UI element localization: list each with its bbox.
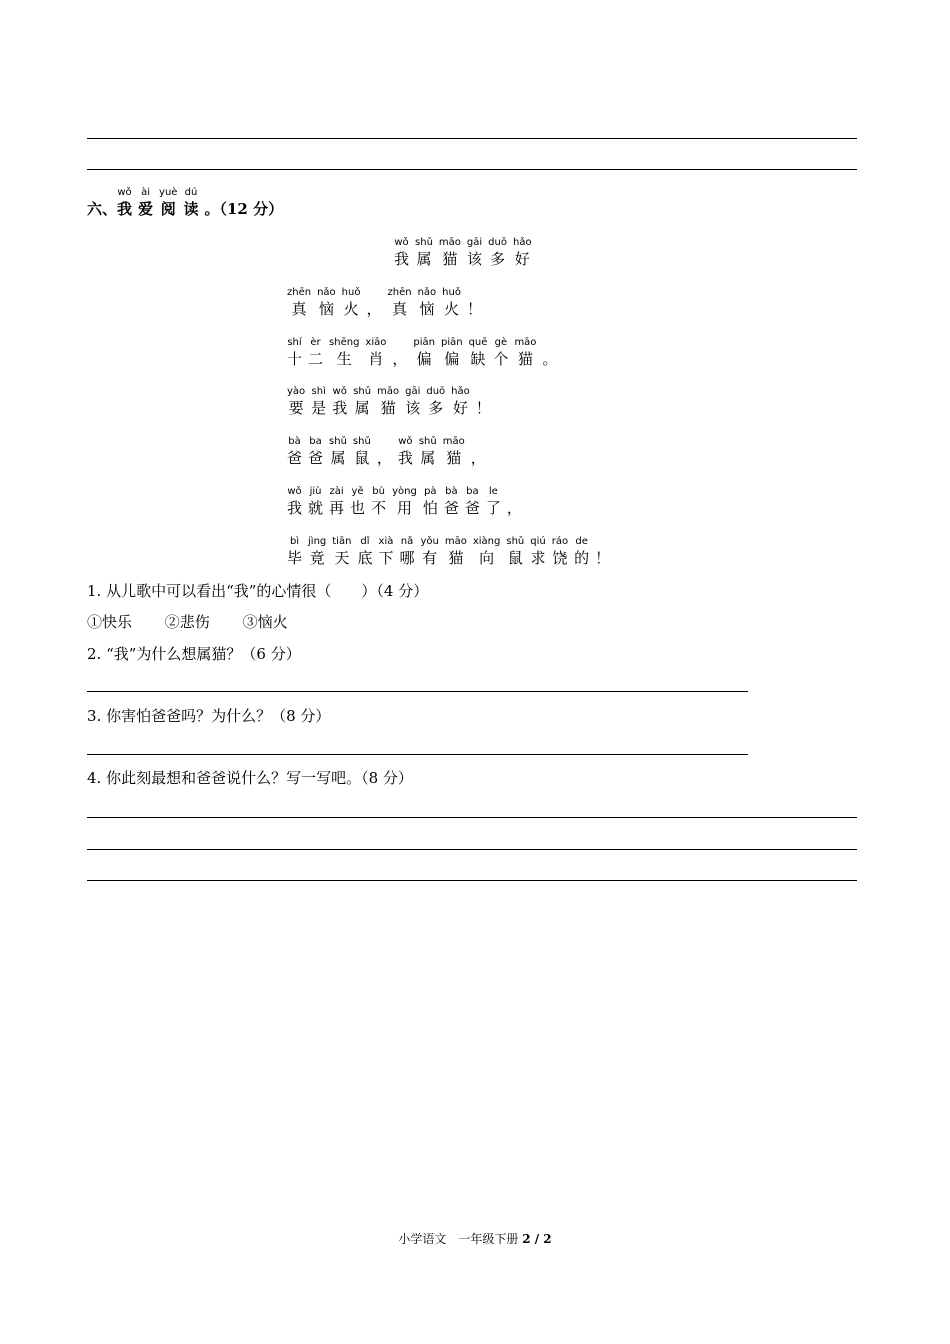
hanzi: 恼: [419, 300, 435, 318]
pinyin: nǎo: [417, 287, 437, 298]
pinyin: quē: [468, 337, 488, 348]
hanzi: 属: [420, 449, 436, 467]
pinyin: bù: [372, 486, 385, 497]
hanzi: 鼠: [354, 449, 370, 467]
ruby-char: [486, 486, 501, 518]
pinyin: pà: [424, 486, 437, 497]
section-title: [87, 187, 283, 219]
hanzi: 属: [416, 250, 432, 268]
pinyin: māo: [442, 436, 465, 447]
footer-label: 小学语文 一年级下册: [398, 1232, 519, 1246]
hanzi: 火: [444, 300, 460, 318]
question-2: 2. “我”为什么想属猫？（6 分）: [87, 645, 301, 663]
pinyin: qiú: [530, 536, 546, 547]
hanzi: 个: [493, 350, 509, 368]
ruby-char: [469, 337, 488, 369]
hanzi: 我: [332, 399, 348, 417]
hanzi: 天: [334, 549, 350, 567]
hanzi: 不: [371, 499, 387, 517]
answer-line[interactable]: [87, 849, 857, 850]
hanzi: 真: [291, 300, 307, 318]
hanzi: 缺: [470, 350, 486, 368]
ruby-char: [418, 287, 437, 319]
ruby-char: [357, 536, 372, 568]
hanzi: 读: [183, 200, 199, 218]
hanzi: 下: [378, 549, 394, 567]
pinyin: māo: [514, 337, 537, 348]
poem-line: [287, 536, 616, 568]
pinyin: nǎo: [317, 287, 336, 298]
ruby-char: [493, 337, 508, 369]
hanzi: 恼: [318, 300, 334, 318]
hanzi: 鼠: [507, 549, 523, 567]
hanzi: 猫: [517, 350, 533, 368]
hanzi: 二: [308, 350, 324, 368]
pinyin: piān: [440, 337, 463, 348]
pinyin: ài: [141, 187, 150, 198]
ruby-char: [387, 287, 411, 319]
hanzi: 再: [329, 499, 345, 517]
section-number: 六、: [87, 200, 118, 218]
pinyin: wǒ: [394, 237, 409, 248]
ruby-char: [377, 386, 399, 418]
ruby-char: [183, 187, 198, 219]
pinyin: yě: [351, 486, 364, 497]
pinyin: shǔ: [418, 436, 437, 447]
hanzi: 要: [288, 399, 304, 417]
hanzi: 属: [354, 399, 370, 417]
punctuation-mark: ，: [376, 449, 392, 467]
ruby-char: [420, 536, 438, 568]
section-title-chars: [117, 187, 204, 219]
punctuation: [471, 436, 486, 468]
punctuation: [595, 536, 610, 568]
pinyin: tiān: [332, 536, 352, 547]
ruby-char: [311, 386, 326, 418]
pinyin: wǒ: [398, 436, 413, 447]
hanzi: 毕: [287, 549, 303, 567]
ruby-char: [467, 237, 482, 269]
punctuation: [507, 486, 522, 518]
punctuation: [377, 436, 392, 468]
punctuation: [467, 287, 482, 319]
pinyin: bì: [289, 536, 300, 547]
poem-line: [287, 287, 488, 319]
hanzi: 的: [574, 549, 590, 567]
ruby-char: [287, 436, 302, 468]
hanzi: 属: [330, 449, 346, 467]
pinyin: piān: [413, 337, 435, 348]
answer-line: [87, 169, 857, 170]
hanzi: 爸: [443, 499, 459, 517]
pinyin: ba: [466, 486, 479, 497]
hanzi: 用: [396, 499, 412, 517]
ruby-char: [415, 237, 433, 269]
hanzi: 火: [343, 300, 359, 318]
question-1: 1. 从儿歌中可以看出“我”的心情很（ ）（4 分）: [87, 582, 429, 600]
ruby-char: [287, 337, 302, 369]
ruby-char: [441, 337, 463, 369]
poem-line: [287, 486, 528, 518]
page-footer: [0, 1230, 950, 1247]
question-3: 3. 你害怕爸爸吗？为什么？（8 分）: [87, 707, 331, 725]
pinyin: māo: [377, 386, 400, 397]
pinyin: shēng: [329, 337, 360, 348]
pinyin: bà: [445, 486, 458, 497]
hanzi: 好: [452, 399, 468, 417]
ruby-char: [287, 486, 302, 518]
pinyin: dǐ: [360, 536, 370, 547]
ruby-char: [514, 337, 536, 369]
hanzi: 向: [479, 549, 495, 567]
ruby-char: [353, 436, 371, 468]
ruby-char: [392, 486, 417, 518]
ruby-char: [444, 486, 459, 518]
ruby-char: [329, 337, 359, 369]
hanzi: 竟: [309, 549, 325, 567]
pinyin: zhēn: [287, 287, 312, 298]
pinyin: yào: [287, 386, 306, 397]
hanzi: 饶: [552, 549, 568, 567]
hanzi: 多: [428, 399, 444, 417]
pinyin: māo: [438, 237, 461, 248]
poem-line: [287, 337, 563, 369]
ruby-char: [350, 486, 365, 518]
pinyin: wǒ: [117, 187, 132, 198]
ruby-char: [117, 187, 132, 219]
pinyin: duō: [426, 386, 446, 397]
ruby-char: [353, 386, 371, 418]
pinyin: huǒ: [341, 287, 361, 298]
pinyin: ba: [309, 436, 322, 447]
ruby-char: [371, 486, 386, 518]
hanzi: 我: [287, 499, 303, 517]
pinyin: xiāo: [365, 337, 387, 348]
ruby-char: [378, 536, 393, 568]
hanzi: 哪: [399, 549, 415, 567]
hanzi: 偏: [416, 350, 432, 368]
hanzi: 真: [392, 300, 408, 318]
ruby-char: [308, 337, 323, 369]
punctuation-mark: ，: [506, 499, 522, 517]
pinyin: zài: [329, 486, 344, 497]
pinyin: nǎ: [400, 536, 414, 547]
pinyin: shǔ: [506, 536, 525, 547]
pinyin: huǒ: [442, 287, 461, 298]
ruby-char: [506, 536, 524, 568]
punctuation-mark: ！: [475, 399, 491, 417]
pinyin: ráo: [551, 536, 569, 547]
pinyin: xià: [378, 536, 394, 547]
question-1-options: [87, 612, 316, 632]
poem-title: [394, 237, 538, 269]
ruby-char: [159, 187, 177, 219]
hanzi: 爸: [308, 449, 324, 467]
punctuation-mark: ，: [366, 300, 382, 318]
hanzi: 该: [405, 399, 421, 417]
ruby-char: [513, 237, 532, 269]
pinyin: shǔ: [329, 436, 347, 447]
ruby-char: [423, 486, 438, 518]
hanzi: 生: [336, 350, 352, 368]
answer-line[interactable]: [87, 817, 857, 818]
pinyin: shǔ: [415, 237, 433, 248]
punctuation-mark: ，: [470, 449, 486, 467]
pinyin: yuè: [159, 187, 178, 198]
section-score: 。（12 分）: [204, 200, 284, 218]
hanzi: 多: [490, 250, 506, 268]
ruby-char: [465, 486, 480, 518]
ruby-char: [332, 386, 347, 418]
ruby-char: [287, 536, 302, 568]
ruby-char: [287, 287, 311, 319]
hanzi: 我: [117, 200, 133, 218]
pinyin: wǒ: [332, 386, 347, 397]
punctuation: [476, 386, 491, 418]
hanzi: 爱: [138, 200, 154, 218]
pinyin: xiàng: [472, 536, 501, 547]
ruby-char: [332, 536, 351, 568]
hanzi: 求: [530, 549, 546, 567]
ruby-char: [329, 436, 347, 468]
pinyin: shǔ: [352, 436, 371, 447]
ruby-char: [445, 536, 467, 568]
answer-line[interactable]: [87, 754, 748, 755]
hanzi: 偏: [444, 350, 460, 368]
ruby-char: [287, 386, 305, 418]
pinyin: gāi: [405, 386, 421, 397]
punctuation-mark: ！: [595, 549, 611, 567]
pinyin: shǔ: [353, 386, 372, 397]
pinyin: jiù: [309, 486, 322, 497]
pinyin: wǒ: [287, 486, 302, 497]
ruby-char: [405, 386, 420, 418]
pinyin: hǎo: [512, 237, 532, 248]
pinyin: de: [575, 536, 588, 547]
ruby-char: [308, 536, 326, 568]
poem-line: [287, 436, 492, 468]
hanzi: 了: [485, 499, 501, 517]
hanzi: 好: [514, 250, 530, 268]
hanzi: 怕: [422, 499, 438, 517]
ruby-char: [138, 187, 153, 219]
hanzi: 是: [311, 399, 327, 417]
hanzi: 爸: [464, 499, 480, 517]
pinyin: māo: [444, 536, 467, 547]
ruby-char: [442, 287, 461, 319]
hanzi: 猫: [448, 549, 464, 567]
option-3: ③恼火: [242, 613, 288, 631]
ruby-char: [308, 436, 323, 468]
pinyin: zhēn: [387, 287, 412, 298]
pinyin: jìng: [308, 536, 327, 547]
pinyin: yǒu: [420, 536, 439, 547]
ruby-char: [488, 237, 507, 269]
pinyin: bà: [288, 436, 301, 447]
hanzi: 有: [422, 549, 438, 567]
answer-line[interactable]: [87, 691, 748, 692]
punctuation: [392, 337, 407, 369]
ruby-char: [399, 536, 414, 568]
ruby-char: [530, 536, 545, 568]
ruby-char: [398, 436, 413, 468]
pinyin: èr: [310, 337, 321, 348]
hanzi: 我: [397, 449, 413, 467]
hanzi: 也: [350, 499, 366, 517]
ruby-char: [317, 287, 336, 319]
punctuation: [542, 337, 557, 369]
pinyin: hǎo: [451, 386, 470, 397]
hanzi: 底: [357, 549, 373, 567]
punctuation-mark: 。: [542, 350, 558, 368]
ruby-char: [473, 536, 501, 568]
ruby-char: [419, 436, 437, 468]
ruby-char: [443, 436, 465, 468]
ruby-char: [365, 337, 386, 369]
answer-line: [87, 138, 857, 139]
punctuation-mark: ！: [466, 300, 482, 318]
pinyin: le: [488, 486, 498, 497]
ruby-char: [439, 237, 461, 269]
hanzi: 猫: [446, 449, 462, 467]
ruby-char: [426, 386, 445, 418]
punctuation-mark: ，: [392, 350, 408, 368]
hanzi: 肖: [368, 350, 384, 368]
hanzi: 爸: [287, 449, 303, 467]
ruby-char: [451, 386, 470, 418]
hanzi: 猫: [442, 250, 458, 268]
page-number: 2 / 2: [522, 1232, 552, 1246]
ruby-char: [308, 486, 323, 518]
ruby-char: [574, 536, 589, 568]
hanzi: 就: [308, 499, 324, 517]
option-2: ②悲伤: [164, 613, 210, 631]
punctuation: [366, 287, 381, 319]
pinyin: shí: [287, 337, 302, 348]
pinyin: gè: [494, 337, 508, 348]
question-4: 4. 你此刻最想和爸爸说什么？写一写吧。（8 分）: [87, 769, 413, 787]
hanzi: 十: [287, 350, 303, 368]
ruby-char: [329, 486, 344, 518]
pinyin: gāi: [466, 237, 483, 248]
poem-line: [287, 386, 497, 418]
answer-line[interactable]: [87, 880, 857, 881]
pinyin: yòng: [392, 486, 417, 497]
pinyin: shì: [311, 386, 326, 397]
hanzi: 该: [467, 250, 483, 268]
ruby-char: [394, 237, 409, 269]
ruby-char: [552, 536, 568, 568]
hanzi: 我: [394, 250, 410, 268]
option-1: ①快乐: [87, 613, 133, 631]
ruby-char: [413, 337, 435, 369]
pinyin: duō: [488, 237, 507, 248]
hanzi: 猫: [380, 399, 396, 417]
ruby-char: [342, 287, 361, 319]
hanzi: 阅: [160, 200, 176, 218]
pinyin: dú: [184, 187, 198, 198]
